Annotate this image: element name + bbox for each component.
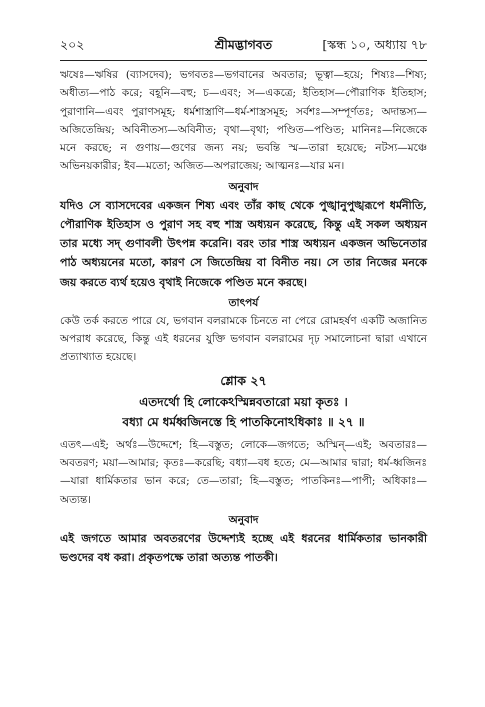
synonyms-paragraph: এতৎ—এই; অর্থঃ—উদ্দেশে; হি—বস্তুত; লোকে—জগতে; অস্মিন্—এই; অবতারঃ—অবতরণ; ময়া—আমার; কৃতঃ—করেছি; বধ্যা—বধ হতে; মে—আমার দ্বারা; ধর্ম-ধ্বজিনঃ—যারা ধার্মিকতার ভান করে; তে—তারা; হি—বস্তুত; পাতকিনঃ—পাপী; অধিকাঃ—অত্যন্ত। xyxy=(60,438,427,506)
translation-paragraph: এই জগতে আমার অবতরণের উদ্দেশ্যই হচ্ছে এই ধরনের ধার্মিকতার ভানকারী ভণ্ডদের বধ করা। প্রকৃতপক্ষে তারা অত্যন্ত পাতকী। xyxy=(60,531,427,565)
verse-line: এতদর্থো হি লোকেঽস্মিন্নবতারো ময়া কৃতঃ । xyxy=(139,394,348,409)
book-title: শ্রীমদ্ভাগবত xyxy=(214,37,273,52)
purport-heading: তাৎপর্য xyxy=(228,296,259,309)
header-divider xyxy=(60,60,427,61)
translation-heading: অনুবাদ xyxy=(228,513,259,526)
synonyms-paragraph: ঋষেঃ—ঋষির (ব্যাসদেব); ভগবতঃ—ভগবানের অবতার; ভূত্বা—হয়ে; শিষ্যঃ—শিষ্য; অধীত্য—পাঠ করে; বহূনি—বহু; চ—এবং; স—একত্রে; ইতিহাস—পৌরাণিক ইতিহাস; পুরাণানি—এবং পুরাণসমূহ; ধর্মশাস্ত্রাণি—ধর্ম-শাস্ত্রসমূহ; সর্বশঃ—সম্পূর্ণতঃ; অদান্তস্য—অজিতেন্দ্রিয়; অবিনীতস্য—অবিনীত; বৃথা—বৃথা; পণ্ডিত—পণ্ডিত; মানিনঃ—নিজেকে মনে করছে; ন গুণায়—গুণের জন্য নয়; ভবন্তি স্ম—তারা হয়েছে; নটস্য—মঞ্চে অভিনয়কারীর; ইব—মতো; অজিত—অপরাজেয়; আত্মনঃ—যার মন। xyxy=(60,69,427,173)
page-header xyxy=(60,38,427,56)
translation-paragraph: যদিও সে ব্যাসদেবের একজন শিষ্য এবং তাঁর কাছ থেকে পুঙ্খানুপুঙ্খরূপে ধর্মনীতি, পৌরাণিক ইতিহাস ও পুরাণ সহ বহু শাস্ত্র অধ্যয়ন করেছে, কিন্তু এই সকল অধ্যয়ন তার মধ্যে সদ্ গুণাবলী উৎপন্ন করেনি। বরং তার শাস্ত্র অধ্যয়ন একজন অভিনেতার পাঠ অধ্যয়নের মতো, কারণ সে জিতেন্দ্রিয় বা বিনীত নয়। সে তার নিজের মনকে জয় করতে ব্যর্থ হয়েও বৃথাই নিজেকে পণ্ডিত মনে করছে। xyxy=(60,198,427,289)
verse-line: বধ্যা মে ধর্মধ্বজিনস্তে হি পাতকিনোঽধিকাঃ ॥ ২৭ ॥ xyxy=(122,414,365,429)
chapter-reference: [স্কন্ধ ১০, অধ্যায় ৭৮ xyxy=(322,37,427,52)
purport-paragraph: কেউ তর্ক করতে পারে যে, ভগবান বলরামকে চিনতে না পেরে রোমহর্ষণ একটি অজানিত অপরাধ করেছে, কিন্তু এই ধরনের যুক্তি ভগবান বলরামের দৃঢ় সমালোচনা দ্বারা এখানে প্রত্যাখ্যাত হয়েছে। xyxy=(60,314,427,364)
translation-heading: অনুবাদ xyxy=(228,180,259,193)
page-body xyxy=(60,66,427,567)
page-number: ২০২ xyxy=(60,37,85,52)
verse-heading: শ্লোক ২৭ xyxy=(220,372,267,388)
